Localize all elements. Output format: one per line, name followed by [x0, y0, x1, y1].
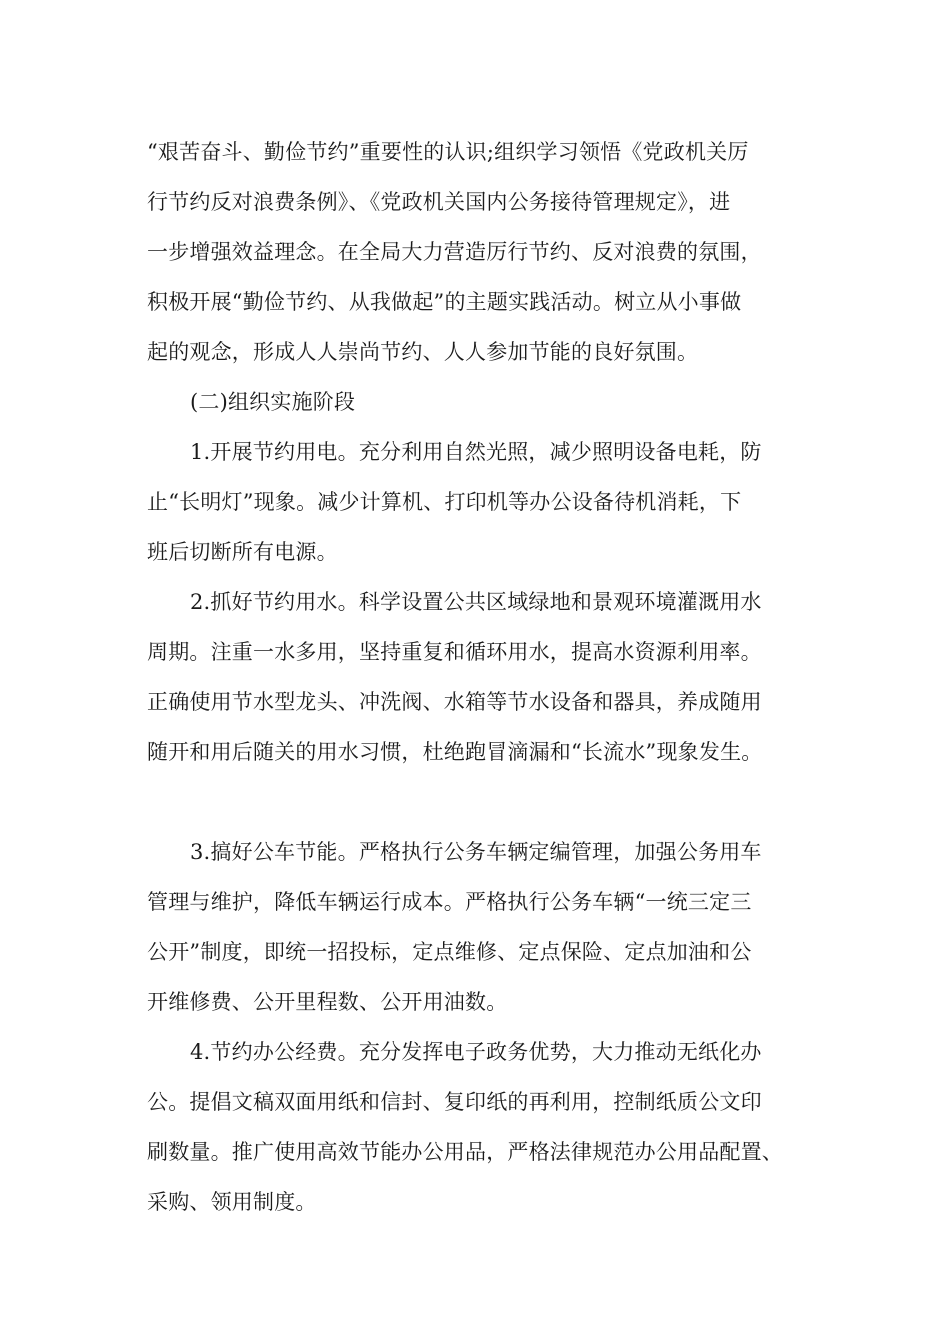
- text-line: 周期。注重一水多用，坚持重复和循环用水，提高水资源利用率。: [147, 640, 762, 664]
- text-line: 开维修费、公开里程数、公开用油数。: [147, 990, 508, 1014]
- text-line: 公开”制度，即统一招投标，定点维修、定点保险、定点加油和公: [147, 940, 752, 964]
- section-heading: (二)组织实施阶段: [190, 390, 356, 414]
- text-line: 起的观念，形成人人崇尚节约、人人参加节能的良好氛围。: [147, 340, 699, 364]
- paragraph-start-line: 4.节约办公经费。充分发挥电子政务优势，大力推动无纸化办: [190, 1040, 762, 1064]
- text-line: 止“长明灯”现象。减少计算机、打印机等办公设备待机消耗，下: [147, 490, 742, 514]
- text-line: 管理与维护，降低车辆运行成本。严格执行公务车辆“一统三定三: [147, 890, 752, 914]
- text-line: 随开和用后随关的用水习惯，杜绝跑冒滴漏和“长流水”现象发生。: [147, 740, 763, 764]
- text-line: 采购、领用制度。: [147, 1190, 317, 1214]
- text-line: “艰苦奋斗、勤俭节约”重要性的认识;组织学习领悟《党政机关厉: [147, 140, 749, 164]
- text-line: 行节约反对浪费条例》、《党政机关国内公务接待管理规定》，进: [147, 190, 731, 214]
- paragraph-start-line: 2.抓好节约用水。科学设置公共区域绿地和景观环境灌溉用水: [190, 590, 762, 614]
- text-line: 公。提倡文稿双面用纸和信封、复印纸的再利用，控制纸质公文印: [147, 1090, 762, 1114]
- paragraph-start-line: 3.搞好公车节能。严格执行公务车辆定编管理，加强公务用车: [190, 840, 762, 864]
- text-line: 一步增强效益理念。在全局大力营造厉行节约、反对浪费的氛围，: [147, 240, 762, 264]
- text-line: 正确使用节水型龙头、冲洗阀、水箱等节水设备和器具，养成随用: [147, 690, 762, 714]
- paragraph-start-line: 1.开展节约用电。充分利用自然光照，减少照明设备电耗，防: [190, 440, 762, 464]
- text-line: 积极开展“勤俭节约、从我做起”的主题实践活动。树立从小事做: [147, 290, 742, 314]
- text-line: 班后切断所有电源。: [147, 540, 338, 564]
- text-line: 刷数量。推广使用高效节能办公用品，严格法律规范办公用品配置、: [147, 1140, 783, 1164]
